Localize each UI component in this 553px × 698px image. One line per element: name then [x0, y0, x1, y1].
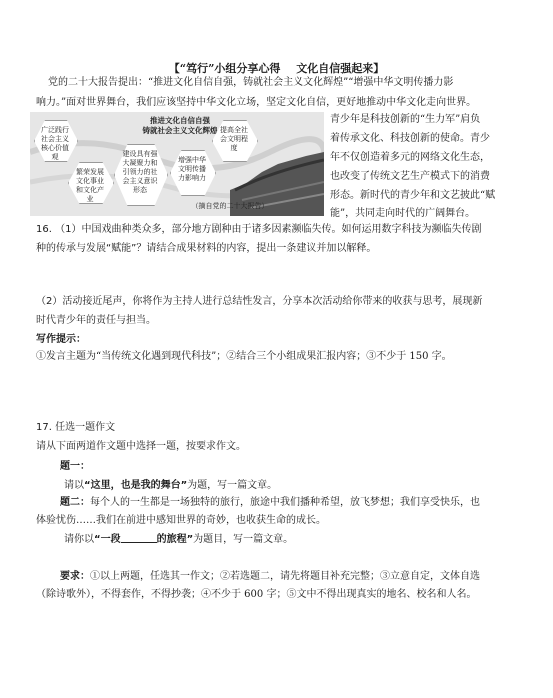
q17-req-label: 要求：	[60, 571, 90, 582]
q17-instruction: 请从下面两道作文题中选择一题，按要求作文。	[36, 441, 246, 452]
side-text-line-6: 能”，共同走向时代的广阔舞台。	[330, 208, 476, 219]
hex-left-bottom-label: 繁荣发展文化事业和文化产业	[76, 168, 104, 203]
side-text-line-4: 也改变了传统文艺生产模式下的消费	[330, 171, 490, 182]
infographic-header-2: 铸就社会主义文化辉煌	[142, 126, 218, 135]
q17-topic1-label: 题一：	[60, 461, 90, 472]
q17-topic1-text-a: 请以	[64, 480, 84, 491]
side-text-line-1: 青少年是科技创新的“生力军”肩负	[330, 114, 481, 125]
q17-topic2-prompt	[64, 533, 293, 547]
q17-topic2-title-a: “一段	[94, 534, 121, 545]
side-text-line-3: 年不仅创造着多元的网络文化生态，	[330, 152, 490, 163]
q16-hint-text: ①发言主题为“当传统文化遇到现代科技”；②结合三个小组成果汇报内容；③不少于 150 字。	[36, 351, 452, 362]
section-title-part1: 【“笃行”小组分享心得	[168, 62, 281, 75]
section-title-part2: 文化自信强起来】	[296, 62, 385, 75]
q17-requirements-line-1	[60, 570, 480, 584]
infographic	[30, 112, 324, 216]
section-title	[0, 60, 553, 76]
q17-topic2-label: 题二：	[60, 497, 90, 508]
q17-topic2-blank	[121, 533, 157, 543]
q17-topic2-line-2: 体验忧伤……我们在前进中感知世界的奇妙，也收获生命的成长。	[36, 515, 326, 526]
q17-topic1-text-b: 为题，写一篇文章。	[187, 480, 278, 491]
hex-left-top-label: 广泛践行社会主义核心价值观	[41, 126, 69, 161]
intro-line-2: 响力。”面对世界舞台，我们应该坚持中华文化立场，坚定文化自信，更好地推动中华文化走向世界。	[36, 97, 477, 108]
side-text-line-2: 着传承文化、科技创新的使命。青少	[330, 133, 490, 144]
q17-topic2-text-b: 为题目，写一篇文章。	[193, 534, 294, 545]
infographic-caption: （摘自党的二十大报告）	[191, 202, 269, 210]
infographic-header-1: 推进文化自信自强	[150, 116, 210, 125]
q16-part1-line-2: 种的传承与发展“赋能”？请结合成果材料的内容，提出一条建议并加以解释。	[36, 243, 377, 254]
q17-topic2-text-a: 请你以	[64, 534, 94, 545]
q17-topic2-title-b: 的旅程”	[156, 534, 194, 545]
hex-right-top-label: 提高全社会文明程度	[220, 126, 248, 152]
q17-req-text-1: ①以上两题，任选其一作文；②若选题二，请先将题目补充完整；③立意自定，文体自选	[90, 571, 480, 582]
side-text-line-5: 形态。新时代的青少年和文艺披此“赋	[330, 190, 496, 201]
hex-center-label: 建设具有强大凝聚力和引领力的社会主义意识形态	[122, 150, 158, 194]
hex-right-bottom-label: 增强中华文明传播力影响力	[178, 156, 206, 182]
intro-line-1: 党的二十大报告提出：“推进文化自信自强，铸就社会主义文化辉煌”“增强中华文明传播力影	[48, 77, 454, 88]
q16-part1-line-1: 16. （1）中国戏曲种类众多，部分地方剧种由于诸多因素濒临失传。如何运用数字科技为濒临失传剧	[36, 224, 482, 235]
q17-heading: 17. 任选一题作文	[36, 422, 116, 433]
q16-hint-label: 写作提示：	[36, 334, 86, 345]
q17-topic1	[64, 479, 277, 493]
q16-part2-line-2: 时代青少年的责任与担当。	[36, 315, 156, 326]
q16-part2-line-1: （2）活动接近尾声，你将作为主持人进行总结性发言，分享本次活动给你带来的收获与思考，展现新	[36, 296, 483, 307]
q17-topic2-line-1	[60, 496, 480, 510]
q17-topic2-text-1: 每个人的一生都是一场独特的旅行，旅途中我们播种希望，放飞梦想；我们享受快乐，也	[90, 497, 480, 508]
q17-requirements-line-2: （除诗歌外），不得套作，不得抄袭；④不少于 600 字；⑤文中不得出现真实的地名、校名和人名。	[36, 589, 477, 600]
q17-topic1-title: “这里，也是我的舞台”	[84, 480, 188, 491]
